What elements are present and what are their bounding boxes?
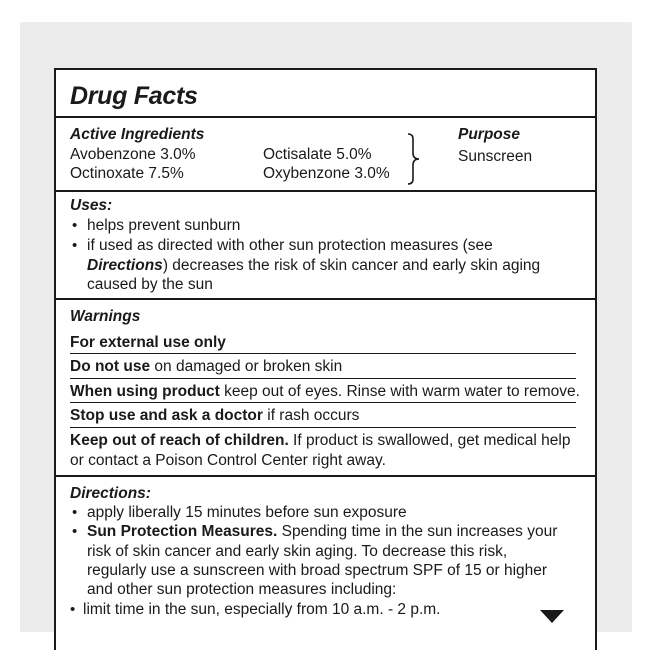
drug-facts-label (54, 68, 597, 650)
directions-item-2-line1: Sun Protection Measures. Spending time in the sun increases your (87, 523, 558, 540)
active-ingredients-heading: Active Ingredients (70, 126, 205, 143)
purpose-value: Sunscreen (458, 148, 533, 165)
directions-emphasis: Directions (87, 257, 163, 274)
directions-item-3: limit time in the sun, especially from 10 a.m. - 2 p.m. (83, 601, 441, 618)
uses-item-1: helps prevent sunburn (87, 217, 241, 234)
warning-keep-out-of-reach: Keep out of reach of children. If product is swallowed, get medical help (70, 432, 571, 449)
divider (56, 116, 595, 118)
uses-item-2-line1: if used as directed with other sun protection measures (see (87, 237, 493, 254)
uses-item-2-line3: caused by the sun (87, 276, 213, 293)
uses-item-2-line2: Directions) decreases the risk of skin cancer and early skin aging (87, 257, 541, 274)
ingredient-octisalate: Octisalate 5.0% (263, 146, 372, 163)
bullet-icon: • (72, 523, 78, 540)
purpose-heading: Purpose (458, 126, 521, 143)
directions-heading: Directions: (70, 485, 151, 502)
ingredient-avobenzone: Avobenzone 3.0% (70, 146, 196, 163)
bullet-icon: • (72, 217, 78, 234)
ingredient-octinoxate: Octinoxate 7.5% (70, 165, 184, 182)
divider (70, 378, 576, 379)
triangle-down-icon (540, 610, 564, 623)
bullet-icon: • (72, 237, 78, 254)
warning-external-use: For external use only (70, 334, 226, 351)
bullet-icon: • (70, 601, 76, 618)
divider (70, 427, 576, 428)
directions-item-2-line4: and other sun protection measures including: (87, 581, 397, 598)
warnings-heading: Warnings (70, 308, 141, 325)
directions-item-2-line2: risk of skin cancer and early skin aging. To decrease this risk, (87, 543, 508, 560)
uses-heading: Uses: (70, 197, 113, 214)
divider (70, 402, 576, 403)
divider (56, 475, 595, 477)
page-title: Drug Facts (70, 82, 198, 110)
divider (56, 298, 595, 300)
directions-item-1: apply liberally 15 minutes before sun exposure (87, 504, 407, 521)
divider (56, 190, 595, 192)
directions-item-2-line3: regularly use a sunscreen with broad spectrum SPF of 15 or higher (87, 562, 548, 579)
warning-stop-use: Stop use and ask a doctor if rash occurs (70, 407, 360, 424)
warning-when-using: When using product keep out of eyes. Rinse with warm water to remove. (70, 383, 580, 400)
ingredient-oxybenzone: Oxybenzone 3.0% (263, 165, 390, 182)
bullet-icon: • (72, 504, 78, 521)
warning-do-not-use: Do not use on damaged or broken skin (70, 358, 343, 375)
warning-keep-out-line2: or contact a Poison Control Center right away. (70, 452, 386, 469)
brace-icon (406, 133, 422, 185)
divider (70, 353, 576, 354)
